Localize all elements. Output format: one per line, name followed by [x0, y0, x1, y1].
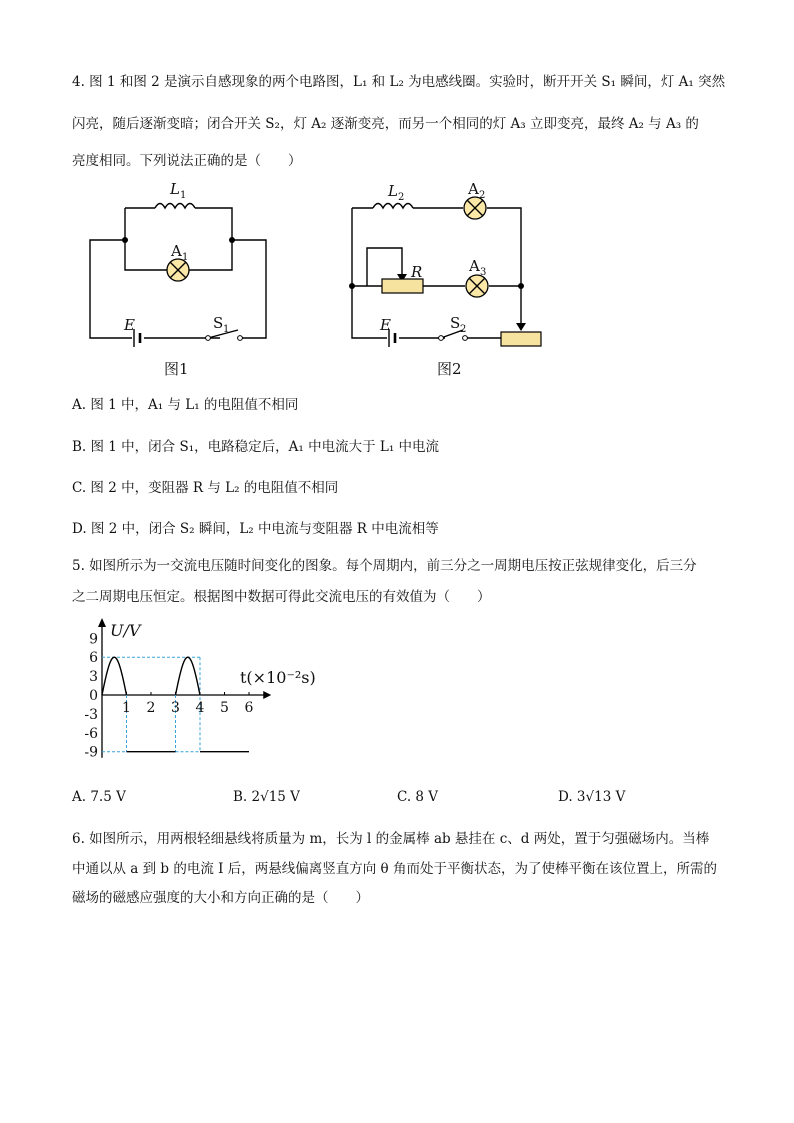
fig2-a2-sub: 2 — [479, 190, 486, 201]
fig2-a3-sub: 3 — [480, 267, 487, 278]
x-tick-label: 5 — [220, 700, 229, 716]
fig1-a-sub: 1 — [182, 252, 189, 263]
x-tick-label: 6 — [244, 700, 254, 716]
q5-option-d: D. 3√13 V — [558, 789, 626, 805]
y-axis-label: U/V — [110, 621, 141, 640]
fig2-a3-label: A — [469, 257, 480, 275]
q5-option-b: B. 2√15 V — [233, 789, 300, 805]
fig1-s-label: S — [213, 314, 224, 332]
q4-option-d: D. 图 2 中，闭合 S₂ 瞬间，L₂ 中电流与变阻器 R 中电流相等 — [72, 521, 439, 537]
fig2-l-sub: 2 — [398, 192, 405, 203]
q4-line-2: 闪亮，随后逐渐变暗；闭合开关 S₂，灯 A₂ 逐渐变亮，而另一个相同的灯 A₃ 立即变亮，最终 A₂ 与 A₃ 的 — [72, 116, 699, 132]
fig2-r-label: R — [411, 263, 423, 281]
y-tick-label: 9 — [89, 631, 98, 648]
y-tick-label: -3 — [84, 706, 98, 723]
rheostat-r — [382, 279, 423, 293]
y-tick-label: 0 — [89, 688, 98, 704]
q5-option-a: A. 7.5 V — [72, 789, 126, 805]
x-axis-label: t(×10⁻²s) — [240, 668, 316, 687]
q5-line-1: 5. 如图所示为一交流电压随时间变化的图象。每个周期内，前三分之一周期电压按正弦规律变化，后三分 — [72, 558, 697, 574]
q6-line-3: 磁场的磁感应强度的大小和方向正确的是（ ） — [72, 890, 369, 906]
fig1-caption: 图1 — [164, 360, 189, 378]
y-tick-label: 6 — [89, 650, 98, 667]
fig1-a-label: A — [171, 242, 182, 260]
q4-option-a: A. 图 1 中，A₁ 与 L₁ 的电阻值不相同 — [72, 397, 299, 413]
q5-options — [72, 789, 712, 809]
fig2-caption: 图2 — [437, 360, 462, 378]
q4-option-b: B. 图 1 中，闭合 S₁，电路稳定后，A₁ 中电流大于 L₁ 中电流 — [72, 439, 440, 455]
y-tick-label: -6 — [84, 725, 98, 742]
fig1-s-sub: 1 — [223, 324, 230, 335]
q5-line-2: 之二周期电压恒定。根据图中数据可得此交流电压的有效值为（ ） — [72, 589, 491, 605]
slide-resistor — [501, 332, 541, 346]
sine-hump-2 — [176, 657, 201, 695]
fig2-e-label: E — [380, 316, 391, 334]
q6-line-1: 6. 如图所示，用两根轻细悬线将质量为 m，长为 l 的金属棒 ab 悬挂在 c、d 两处，置于匀强磁场内。当棒 — [72, 831, 710, 847]
fig1-e-label: E — [124, 316, 135, 334]
y-axis-arrow — [98, 618, 106, 627]
fig1-l-sub: 1 — [180, 190, 187, 201]
x-tick-label: 2 — [146, 700, 156, 716]
q5-option-c: C. 8 V — [397, 789, 439, 805]
q6-line-2: 中通以从 a 到 b 的电流 I 后，两悬线偏离竖直方向 θ 角而处于平衡状态，为了使棒平衡在该位置上，所需的 — [72, 861, 717, 877]
y-tick-label: 3 — [89, 669, 98, 686]
circuit-figure-1 — [80, 178, 280, 383]
sine-hump-1 — [102, 657, 127, 695]
fig1-l-label: L — [170, 180, 180, 198]
fig2-s-sub: 2 — [460, 324, 467, 335]
lamp-a3 — [466, 275, 488, 297]
x-tick-label: 4 — [195, 700, 205, 716]
q4-option-c: C. 图 2 中，变阻器 R 与 L₂ 的电阻值不相同 — [72, 480, 339, 496]
fig2-s-label: S — [450, 314, 461, 332]
x-tick-label: 3 — [171, 700, 180, 716]
q4-line-3: 亮度相同。下列说法正确的是（ ） — [72, 153, 302, 169]
x-tick-label: 1 — [122, 700, 131, 716]
y-tick-label: -9 — [84, 744, 98, 761]
fig2-l-label: L — [388, 182, 398, 200]
x-axis-arrow — [263, 691, 271, 699]
voltage-time-chart — [72, 612, 322, 772]
fig2-a2-label: A — [468, 180, 479, 198]
q4-line-1: 4. 图 1 和图 2 是演示自感现象的两个电路图，L₁ 和 L₂ 为电感线圈。实验时，断开开关 S₁ 瞬间，灯 A₁ 突然 — [72, 74, 726, 90]
circuit-figure-2 — [335, 178, 560, 383]
